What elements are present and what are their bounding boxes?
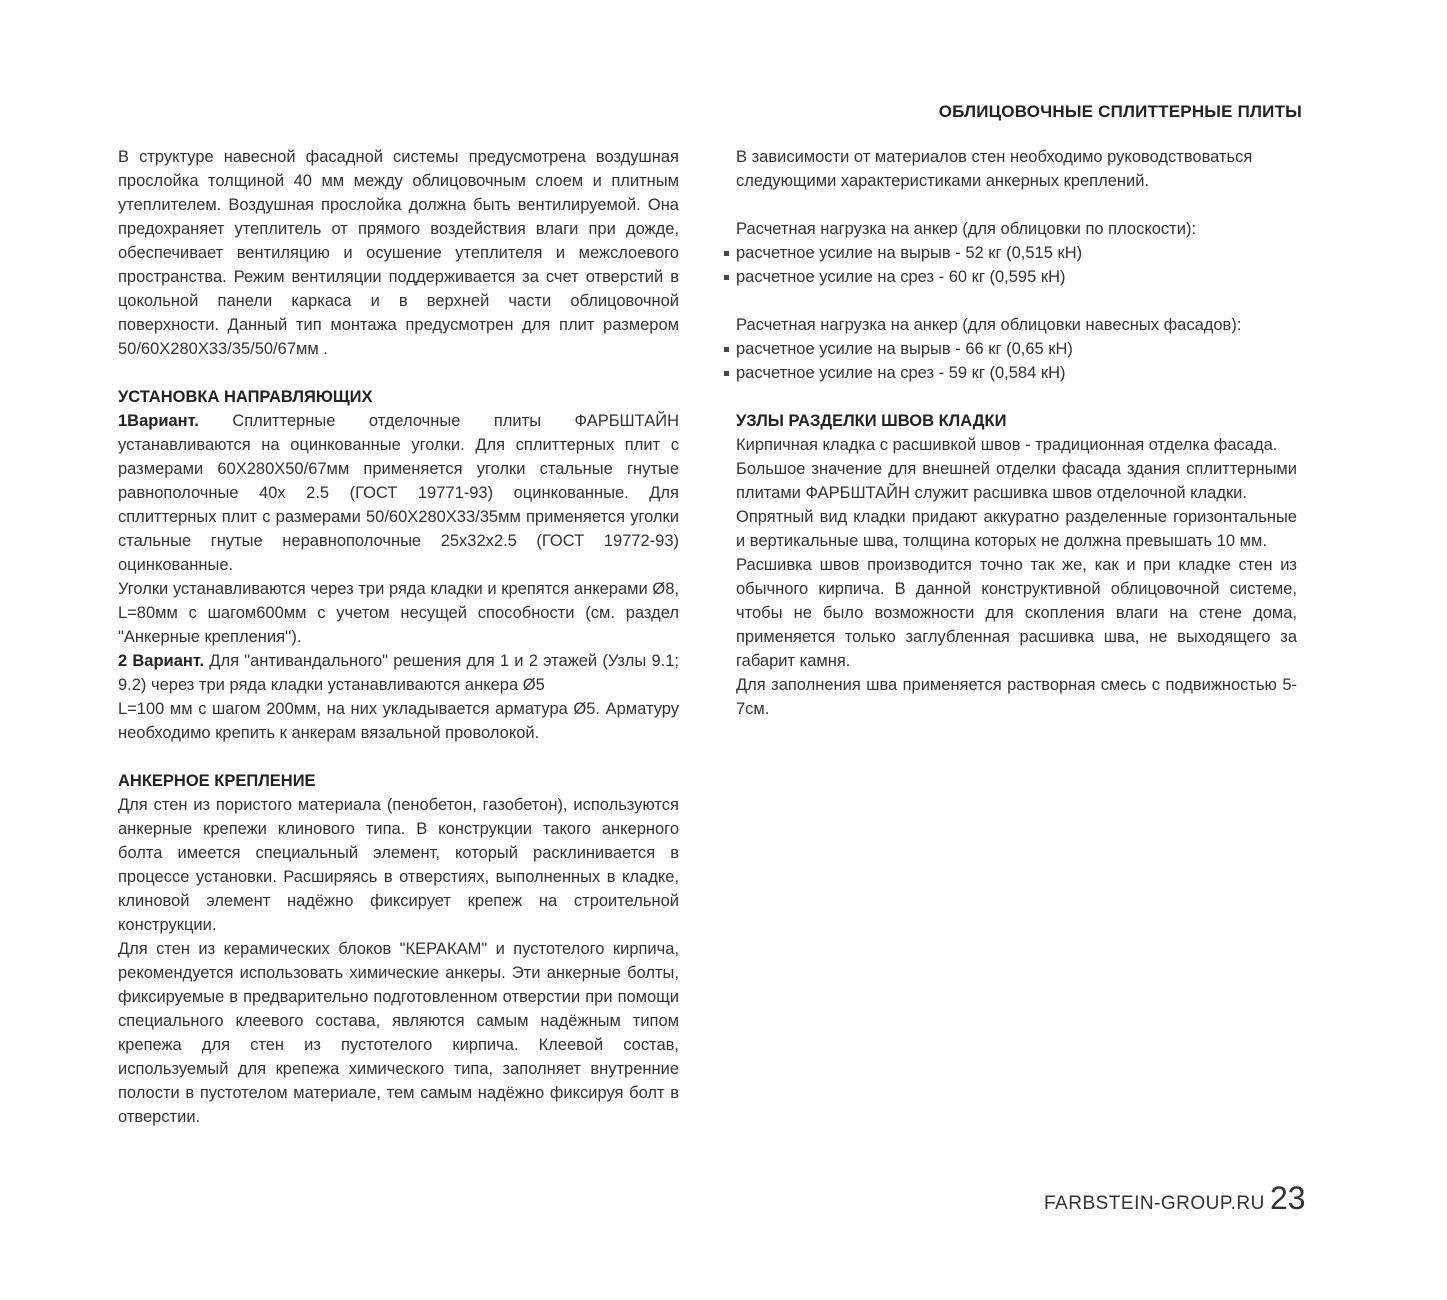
- anchor-paragraph-2: Для стен из керамических блоков "КЕРАКАМ" и пустотелого кирпича, рекомендуется использовать химические анкеры. Эти анкерные болты, фиксируемые в предварительно подготовленном отверстии при помощи специального клеевого состава, являются самым надёжным типом крепежа для стен из пустотелого кирпича. Клеевой состав, используемый для крепежа химического типа, заполняет внутренние полости в пустотелом материале, тем самым надёжно фиксируя болт в отверстии.: [118, 940, 679, 1126]
- spacer: [736, 193, 1297, 217]
- joints-paragraph-1: Кирпичная кладка с расшивкой швов - традиционная отделка фасада.: [736, 436, 1278, 454]
- left-column: [118, 145, 679, 1129]
- variant-2-text: Для "антивандального" решения для 1 и 2 этажей (Узлы 9.1; 9.2) через три ряда кладки устанавливаются анкера Ø5: [118, 652, 679, 694]
- anchor-paragraph-1: Для стен из пористого материала (пенобетон, газобетон), используются анкерные крепежи клинового типа. В конструкции такого анкерного болта имеется специальный элемент, который расклинивается в процессе установки. Расширяясь в отверстиях, выполненных в кладке, клиновой элемент надёжно фиксирует крепеж на строительной конструкции.: [118, 796, 679, 934]
- joints-paragraph-4: Расшивка швов производится точно так же, как и при кладке стен из обычного кирпича. В данной конструктивной облицовочной системе, чтобы не было возможности для скопления влаги на стене дома, применяется только заглубленная расшивка шва, не выходящего за габарит камня.: [736, 556, 1297, 670]
- footer-website: FARBSTEIN-GROUP.RU: [1044, 1193, 1265, 1214]
- load-2-list: [736, 337, 1297, 385]
- variant-1-text: Сплиттерные отделочные плиты ФАРБШТАЙН устанавливаются на оцинкованные уголки. Для сплиттерных плит с размерами 60Х280Х50/67мм применяется уголки стальные гнутые равнополочные 40х 2.5 (ГОСТ 19771-93) оцинкованные. Для сплиттерных плит с размерами 50/60Х280Х33/35мм применяется уголки стальные гнутые неравнополочные 25х32х2.5 (ГОСТ 19772-93) оцинкованные.: [118, 412, 679, 574]
- spacer: [118, 361, 679, 385]
- variant-1-label: 1Вариант.: [118, 412, 199, 430]
- joints-paragraph-2: Большое значение для внешней отделки фасада здания сплиттерными плитами ФАРБШТАЙН служит расшивка швов отделочной кладки.: [736, 460, 1297, 502]
- intro-paragraph: В структуре навесной фасадной системы предусмотрена воздушная прослойка толщиной 40 мм между облицовочным слоем и плитным утеплителем. Воздушная прослойка должна быть вентилируемой. Она предохраняет утеплитель от прямого воздействия влаги при дожде, обеспечивает вентиляцию и осушение утеплителя и межслоевого пространства. Режим вентиляции поддерживается за счет отверстий в цокольной панели каркаса и в верхней части облицовочной поверхности. Данный тип монтажа предусмотрен для плит размером 50/60Х280Х33/35/50/67мм .: [118, 148, 679, 358]
- load-1-title: Расчетная нагрузка на анкер (для облицовки по плоскости):: [736, 220, 1197, 238]
- right-intro-paragraph: В зависимости от материалов стен необходимо руководствоваться следующими характеристиками анкерных креплений.: [736, 148, 1253, 190]
- page-header-title: ОБЛИЦОВОЧНЫЕ СПЛИТТЕРНЫЕ ПЛИТЫ: [938, 102, 1302, 121]
- variant-2-paragraph: [118, 649, 679, 697]
- spacer: [736, 385, 1297, 409]
- load-1-list: [736, 241, 1297, 289]
- spacer: [736, 289, 1297, 313]
- page-number: 23: [1270, 1180, 1306, 1216]
- joints-paragraph-5: Для заполнения шва применяется растворная смесь с подвижностью 5- 7см.: [736, 676, 1297, 718]
- variant-1-paragraph: [118, 409, 679, 577]
- section-heading-joints: УЗЛЫ РАЗДЕЛКИ ШВОВ КЛАДКИ: [736, 412, 1007, 430]
- list-item: расчетное усилие на срез - 59 кг (0,584 кН): [736, 361, 1297, 385]
- list-item: расчетное усилие на вырыв - 52 кг (0,515 кН): [736, 241, 1297, 265]
- load-2-title: Расчетная нагрузка на анкер (для облицовки навесных фасадов):: [736, 316, 1242, 334]
- list-item: расчетное усилие на срез - 60 кг (0,595 кН): [736, 265, 1297, 289]
- variant-1-paragraph-2: Уголки устанавливаются через три ряда кладки и крепятся анкерами Ø8, L=80мм с шагом600мм с учетом несущей способности (см. раздел "Анкерные крепления'').: [118, 580, 679, 646]
- spacer: [118, 745, 679, 769]
- right-column: [736, 145, 1297, 721]
- list-item: расчетное усилие на вырыв - 66 кг (0,65 кН): [736, 337, 1297, 361]
- section-heading-guides: УСТАНОВКА НАПРАВЛЯЮЩИХ: [118, 388, 373, 406]
- variant-2-label: 2 Вариант.: [118, 652, 205, 670]
- joints-paragraph-3: Опрятный вид кладки придают аккуратно разделенные горизонтальные и вертикальные шва, толщина которых не должна превышать 10 мм.: [736, 508, 1297, 550]
- variant-2-paragraph-2: L=100 мм с шагом 200мм, на них укладывается арматура Ø5. Арматуру необходимо крепить к анкерам вязальной проволокой.: [118, 700, 679, 742]
- section-heading-anchor: АНКЕРНОЕ КРЕПЛЕНИЕ: [118, 772, 316, 790]
